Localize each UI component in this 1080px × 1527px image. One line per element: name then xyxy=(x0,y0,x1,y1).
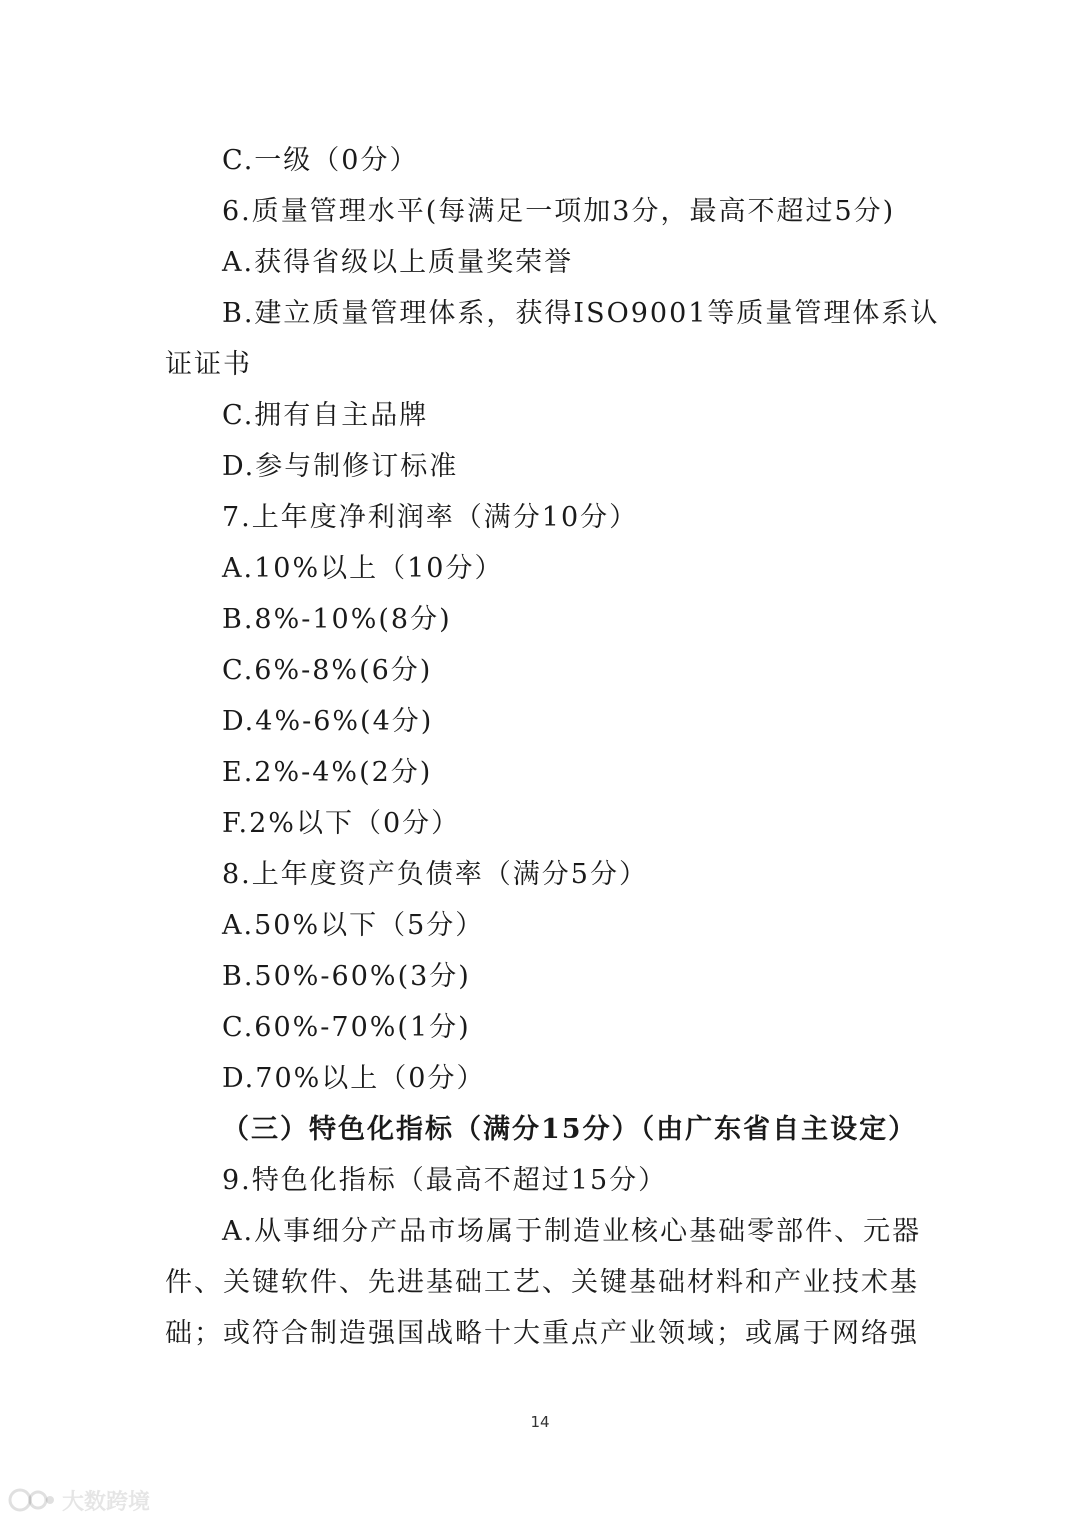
criterion-8-option-d: D.70%以上（0分） xyxy=(222,1063,486,1094)
criterion-7-option-a: A.10%以上（10分） xyxy=(222,553,504,584)
criterion-7-option-e: E.2%-4%(2分) xyxy=(222,757,433,788)
criterion-6-option-a: A.获得省级以上质量奖荣誉 xyxy=(222,247,574,278)
criterion-6-option-c: C.拥有自主品牌 xyxy=(222,400,429,431)
criterion-6-option-d: D.参与制修订标准 xyxy=(222,451,459,482)
watermark xyxy=(8,1480,150,1520)
criterion-7-heading: 7.上年度净利润率（满分10分） xyxy=(222,502,639,533)
criterion-7-option-f: F.2%以下（0分） xyxy=(222,808,461,839)
criterion-7-option-b: B.8%-10%(8分) xyxy=(222,604,452,635)
criterion-6-heading: 6.质量管理水平(每满足一项加3分，最高不超过5分) xyxy=(222,196,896,227)
criterion-8-option-a: A.50%以下（5分） xyxy=(222,910,485,941)
criterion-9-option-a-continued-1: 件、关键软件、先进基础工艺、关键基础材料和产业技术基 xyxy=(165,1267,919,1298)
criterion-8-option-c: C.60%-70%(1分) xyxy=(222,1012,471,1043)
watermark-text: 大数跨境 xyxy=(62,1489,151,1515)
section-three-heading: （三）特色化指标（满分15分）（由广东省自主设定） xyxy=(222,1114,918,1145)
criterion-8-option-b: B.50%-60%(3分) xyxy=(222,961,471,992)
criterion-7-option-c: C.6%-8%(6分) xyxy=(222,655,433,686)
criterion-6-option-b-continued: 证证书 xyxy=(165,349,252,380)
criterion-7-option-d: D.4%-6%(4分) xyxy=(222,706,434,737)
criterion-9-heading: 9.特色化指标（最高不超过15分） xyxy=(222,1165,668,1196)
watermark-logo-icon xyxy=(8,1484,56,1516)
page-number: 14 xyxy=(530,1413,550,1431)
criterion-8-heading: 8.上年度资产负债率（满分5分） xyxy=(222,859,648,890)
criterion-9-option-a-continued-2: 础；或符合制造强国战略十大重点产业领域；或属于网络强 xyxy=(165,1318,919,1349)
criterion-9-option-a: A.从事细分产品市场属于制造业核心基础零部件、元器 xyxy=(222,1216,922,1247)
option-c-level-one: C.一级（0分） xyxy=(222,145,419,176)
criterion-6-option-b: B.建立质量管理体系，获得ISO9001等质量管理体系认 xyxy=(222,298,940,329)
